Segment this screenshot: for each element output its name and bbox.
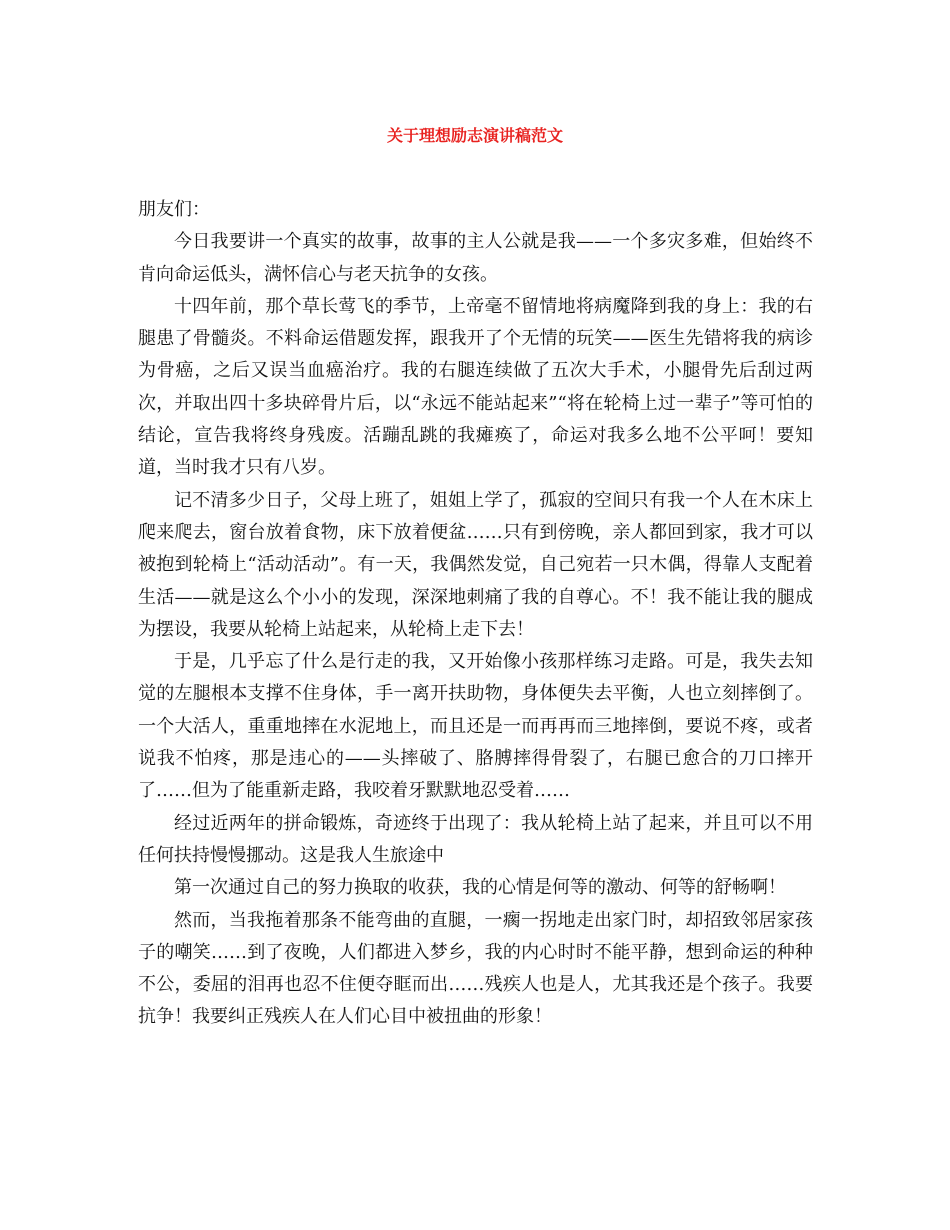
paragraph-6: 第一次通过自己的努力换取的收获，我的心情是何等的激动、何等的舒畅啊！ <box>174 877 786 899</box>
paragraph-3: 记不清多少日子，父母上班了，姐姐上学了，孤寂的空间只有我一个人在木床上爬来爬去，窗台放着食物，床下放着便盆……只有到傍晚，亲人都回到家，我才可以被抱到轮椅上“活动活动”。有一天，我偶然发觉，自己宛若一只木偶，得靠人支配着生活——就是这么个小小的发现，深深地刺痛了我的自尊心。不！我不能让我的腿成为摆设，我要从轮椅上站起来，从轮椅上走下去！ <box>138 489 813 640</box>
paragraph-7: 然而，当我拖着那条不能弯曲的直腿，一瘸一拐地走出家门时，却招致邻居家孩子的嘲笑……到了夜晚，人们都进入梦乡，我的内心时时不能平静，想到命运的种种不公，委屈的泪再也忍不住便夺眶而出……残疾人也是人，尤其我还是个孩子。我要抗争！我要纠正残疾人在人们心目中被扭曲的形象！ <box>138 909 813 1028</box>
document-body <box>138 194 813 1034</box>
paragraph-2: 十四年前，那个草长莺飞的季节，上帝毫不留情地将病魔降到我的身上：我的右腿患了骨髓炎。不料命运借题发挥，跟我开了个无情的玩笑——医生先错将我的病诊为骨癌，之后又误当血癌治疗。我的右腿连续做了五次大手术，小腿骨先后刮过两次，并取出四十多块碎骨片后，以“永远不能站起来”“将在轮椅上过一辈子”等可怕的结论，宣告我将终身残废。活蹦乱跳的我瘫痪了，命运对我多么地不公平呵！要知道，当时我才只有八岁。 <box>138 295 813 479</box>
paragraph-4: 于是，几乎忘了什么是行走的我，又开始像小孩那样练习走路。可是，我失去知觉的左腿根本支撑不住身体，手一离开扶助物，身体便失去平衡，人也立刻摔倒了。一个大活人，重重地摔在水泥地上，而且还是一而再再而三地摔倒，要说不疼，或者说我不怕疼，那是违心的——头摔破了、胳膊摔得骨裂了，右腿已愈合的刀口摔开了……但为了能重新走路，我咬着牙默默地忍受着…… <box>138 651 813 802</box>
paragraph-5: 经过近两年的拼命锻炼，奇迹终于出现了：我从轮椅上站了起来，并且可以不用任何扶持慢慢挪动。这是我人生旅途中 <box>138 812 813 866</box>
document-title: 关于理想励志演讲稿范文 <box>386 126 563 145</box>
paragraph-1: 今日我要讲一个真实的故事，故事的主人公就是我——一个多灾多难，但始终不肯向命运低头，满怀信心与老天抗争的女孩。 <box>138 231 813 285</box>
salutation: 朋友们： <box>138 199 210 220</box>
